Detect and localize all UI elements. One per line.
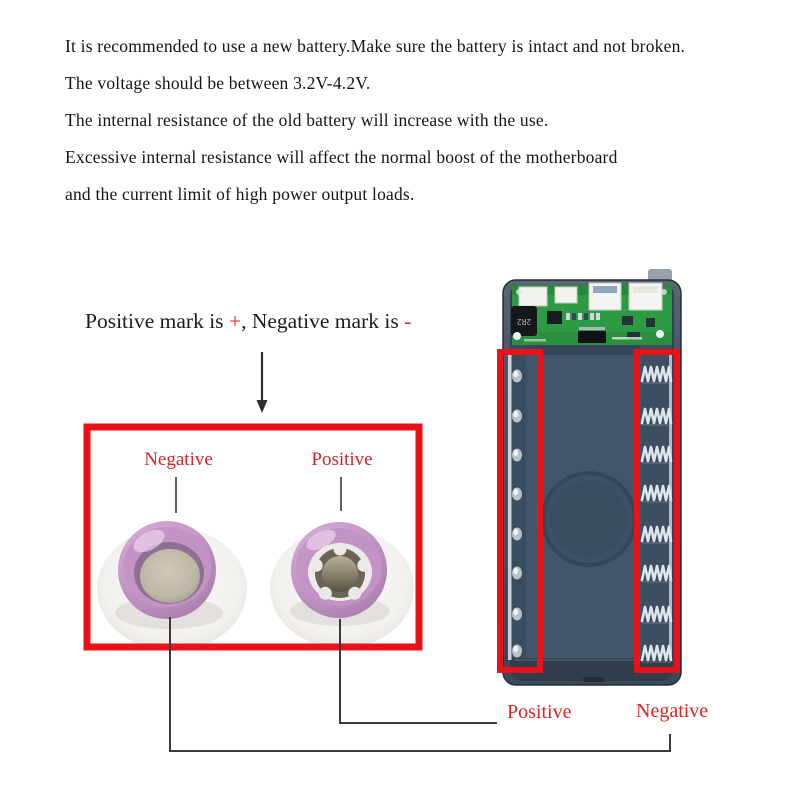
bottom-notch xyxy=(583,677,605,682)
positive-battery-photo xyxy=(270,522,414,648)
battery-compartment xyxy=(508,345,672,682)
plus-symbol: + xyxy=(228,309,242,333)
power-bank-case xyxy=(500,269,681,685)
ic-chip xyxy=(578,331,606,343)
case-positive-label: Positive xyxy=(507,701,572,723)
case-negative-label: Negative xyxy=(636,700,709,722)
instruction-text-block xyxy=(65,28,770,213)
minus-symbol: - xyxy=(404,309,412,333)
micro-usb-port xyxy=(519,287,547,306)
battery-positive-label: Positive xyxy=(311,449,373,470)
instruction-line-2: The voltage should be between 3.2V-4.2V. xyxy=(65,73,371,93)
instruction-line-5: and the current limit of high power output loads. xyxy=(65,184,415,204)
down-arrow xyxy=(257,352,268,413)
polarity-note-middle: , Negative mark is xyxy=(241,309,405,333)
inductor-component xyxy=(511,306,537,336)
circuit-board xyxy=(511,283,672,345)
instruction-line-3: The internal resistance of the old battery will increase with the use. xyxy=(65,110,549,130)
battery-negative-label: Negative xyxy=(144,449,213,470)
polarity-note-prefix: Positive mark is xyxy=(85,309,229,333)
negative-terminal-disc xyxy=(140,549,200,603)
instruction-line-4: Excessive internal resistance will affect the normal boost of the motherboard xyxy=(65,147,618,167)
negative-battery-photo xyxy=(97,521,247,651)
inductor-marking: 2R2 xyxy=(516,317,532,326)
type-c-port xyxy=(555,287,577,303)
instruction-line-1: It is recommended to use a new battery.Make sure the battery is intact and not broken. xyxy=(65,36,686,56)
polarity-note xyxy=(85,309,411,334)
